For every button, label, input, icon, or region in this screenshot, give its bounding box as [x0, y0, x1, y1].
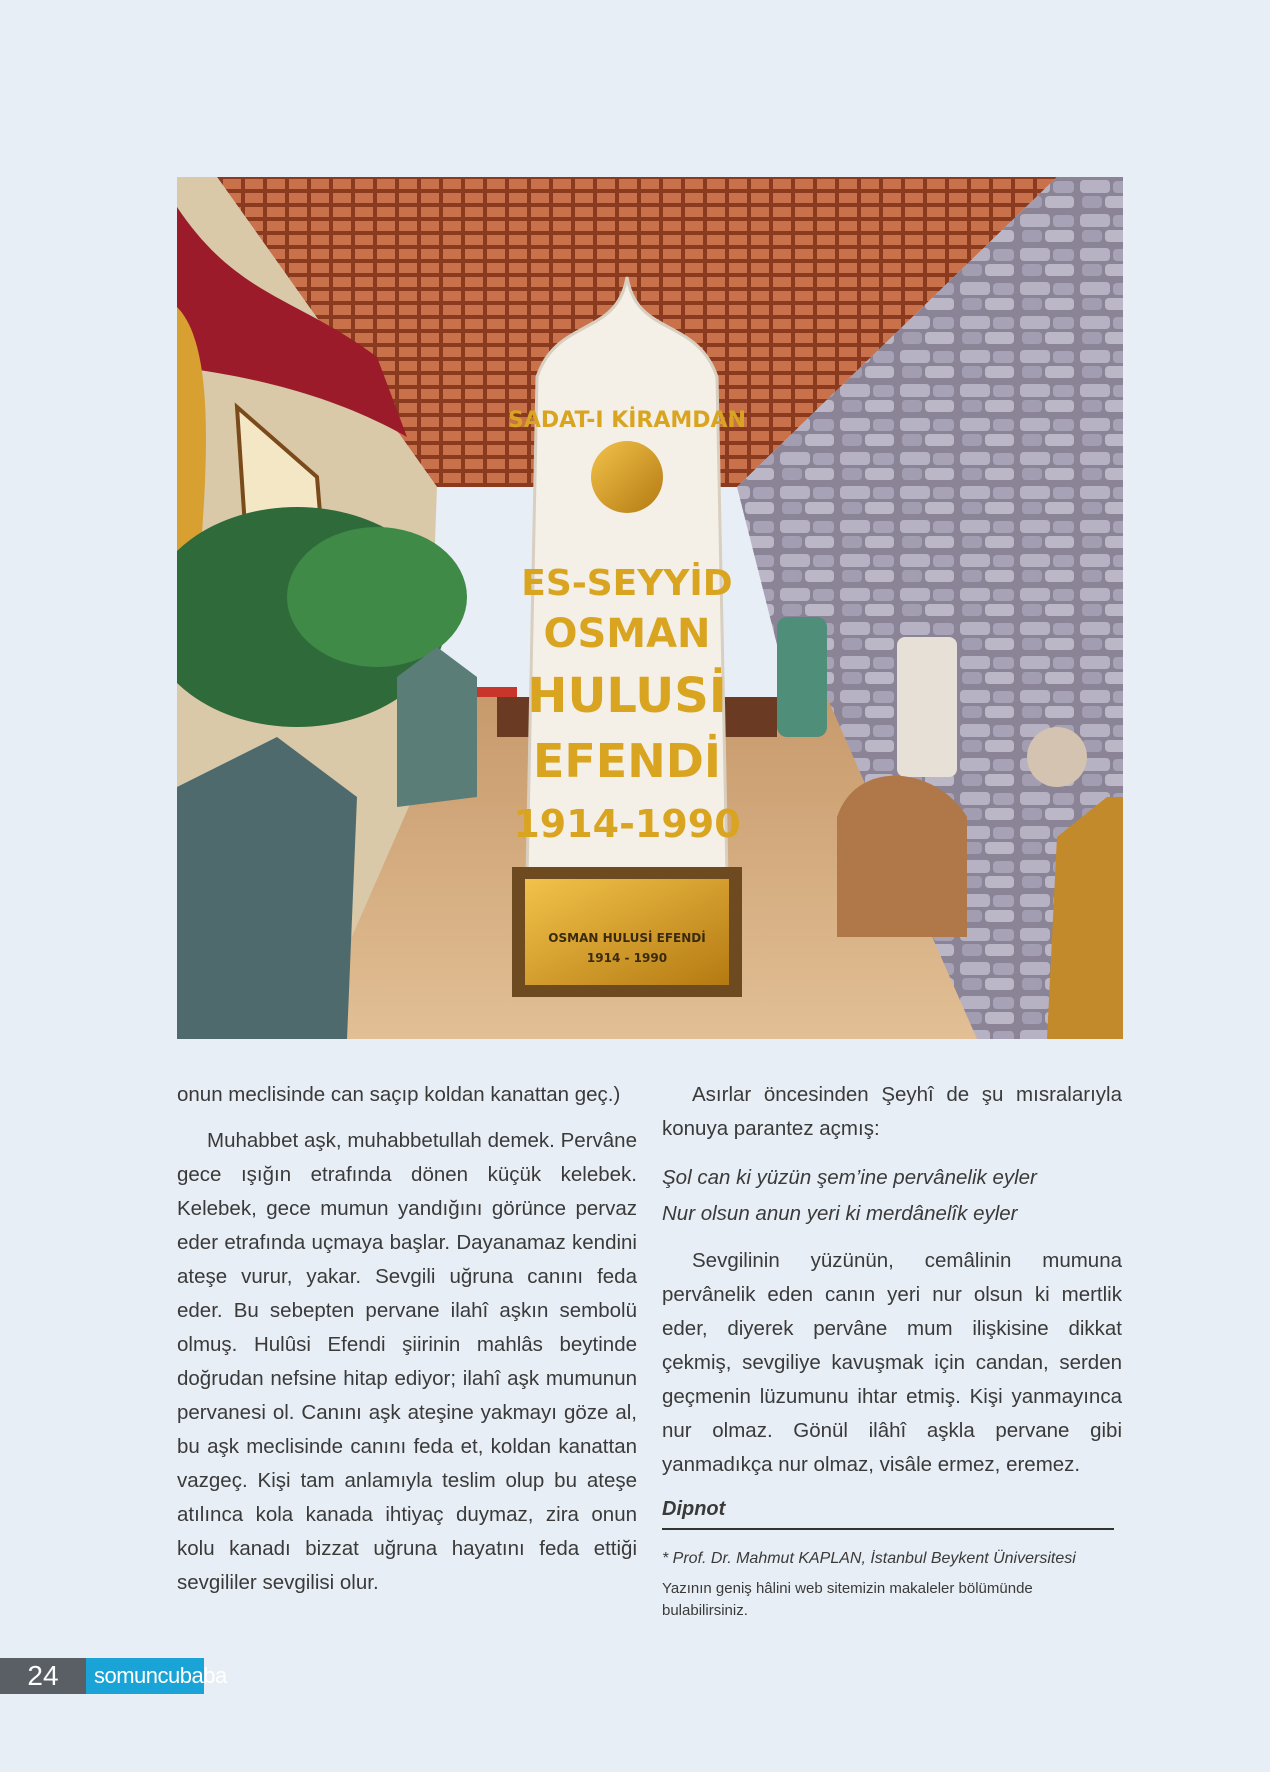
right-column [662, 1078, 1122, 1622]
paragraph: onun meclisinde can saçıp koldan kanattan geç.) [177, 1083, 621, 1106]
tomb-photo [177, 177, 1123, 1039]
plaque-line: OSMAN HULUSİ EFENDİ [548, 931, 706, 945]
tomb-illustration [177, 177, 1123, 1039]
page-number: 24 [0, 1658, 86, 1694]
paragraph: Sevgilinin yüzünün, cemâlinin mumuna pervânelik eden canın yeri nur olsun ki mertlik eder, diyerek pervâne mum ilişkisine dikkat çekmiş, sevgiliye kavuşmak için candan, serden geçmenin lüzumunu ihtar etmiş. Kişi yanmayınca nur olmaz. Gönül ilâhî aşkla pervane gibi yanmadıkça nur olmaz, visâle ermez, eremez. [662, 1249, 1122, 1476]
footnote-note: Yazının geniş hâlini web sitemizin makaleler bölümünde bulabilirsiniz. [662, 1580, 1033, 1619]
headstone-line: ES-SEYYİD [521, 563, 733, 604]
brand-logo: somuncubaba [86, 1658, 204, 1694]
verse-line: Nur olsun anun yeri ki merdânelîk eyler [662, 1202, 1018, 1225]
footnote-heading: Dipnot [662, 1492, 1114, 1530]
headstone-line: HULUSİ [527, 668, 727, 724]
plaque-line: 1914 - 1990 [586, 951, 668, 965]
headstone-line: EFENDİ [532, 734, 722, 788]
verse-block [662, 1160, 1122, 1232]
paragraph: Asırlar öncesinden Şeyhî de şu mısralarıyla konuya parantez açmış: [662, 1083, 1122, 1140]
left-column [177, 1078, 637, 1600]
headstone-line: SADAT-I KİRAMDAN [508, 408, 746, 433]
headstone-line: 1914-1990 [513, 802, 741, 846]
verse-line: Şol can ki yüzün şem’ine pervânelik eyler [662, 1166, 1037, 1189]
headstone-line: OSMAN [543, 611, 711, 657]
footnote-author: * Prof. Dr. Mahmut KAPLAN, İstanbul Beykent Üniversitesi [662, 1550, 1076, 1567]
paragraph: Muhabbet aşk, muhabbetullah demek. Pervâne gece ışığın etrafında dönen küçük kelebek. Kelebek, gece mumun yandığını görünce pervaz eder etrafında uçmaya başlar. Dayanamaz kendini ateşe vurur, yakar. Sevgili uğruna canını feda eder. Bu sebepten pervane ilahî aşkın sembolü olmuş. Hulûsi Efendi şiirinin mahlâs beytinde doğrudan nefsine hitap ediyor; ilahî aşk mumunun pervanesi ol. Canını aşk ateşine yakmayı göze al, bu aşk meclisinde canını feda et, koldan kanattan vazgeç. Kişi tam anlamıyla teslim olup bu ateşe atılınca kola kanada ihtiyaç duymaz, zira onun kolu kanadı bizzat uğruna hayatını feda ettiği sevgililer sevgilisi olur. [177, 1129, 637, 1594]
